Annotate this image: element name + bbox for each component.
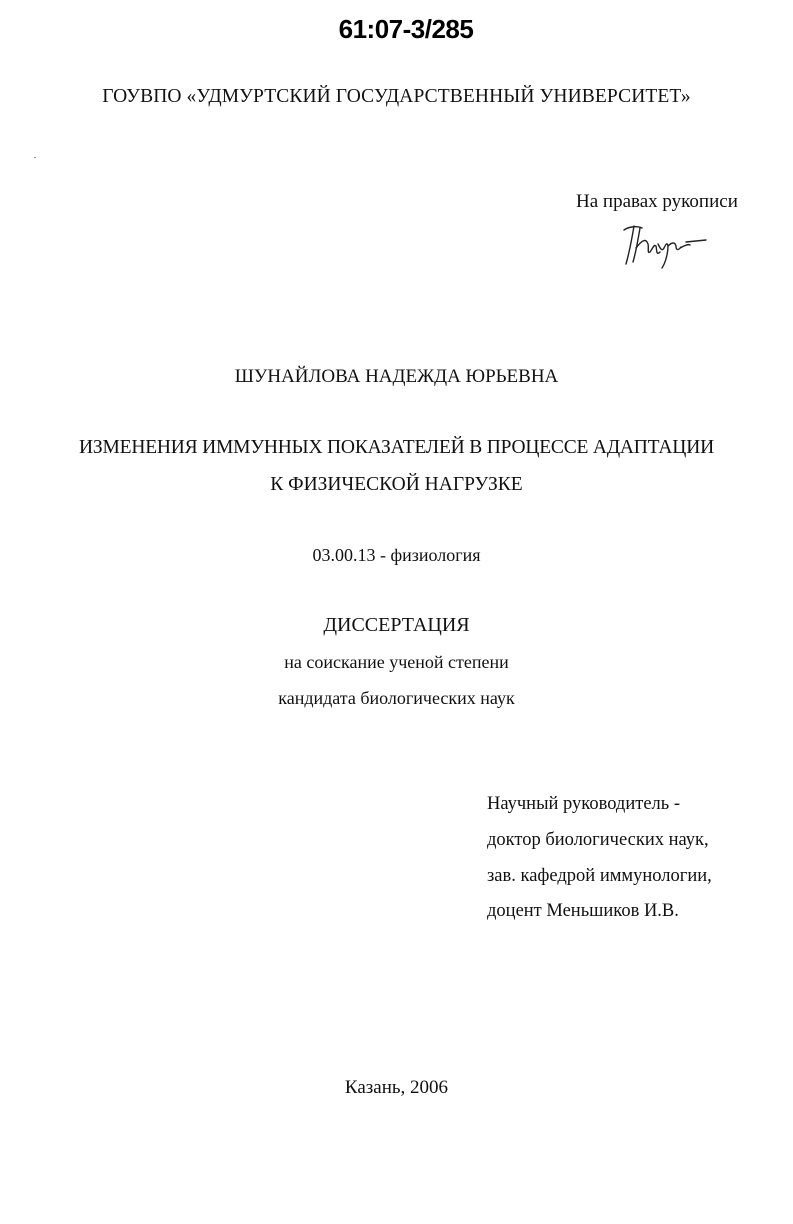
degree-line-2: кандидата биологических наук: [278, 688, 515, 708]
thesis-title-line-1: ИЗМЕНЕНИЯ ИММУННЫХ ПОКАЗАТЕЛЕЙ В ПРОЦЕССЕ АДАПТАЦИИ: [79, 437, 714, 458]
institution-name: ГОУВПО «УДМУРТСКИЙ ГОСУДАРСТВЕННЫЙ УНИВЕРСИТЕТ»: [102, 86, 691, 107]
scan-speck: [34, 157, 36, 158]
city-year: Казань, 2006: [344, 1077, 449, 1098]
rights-note: На правах рукописи: [576, 191, 738, 212]
document-type: ДИССЕРТАЦИЯ: [323, 614, 470, 636]
thesis-title-line-2: К ФИЗИЧЕСКОЙ НАГРУЗКЕ: [270, 474, 523, 495]
specialty-code: 03.00.13 - физиология: [312, 545, 481, 565]
supervisor-position: зав. кафедрой иммунологии,: [487, 866, 712, 886]
author-signature: [620, 218, 710, 270]
supervisor-name: доцент Меньшиков И.В.: [487, 901, 679, 921]
catalog-number: 61:07-3/285: [338, 14, 474, 44]
degree-line-1: на соискание ученой степени: [284, 652, 509, 672]
author-name: ШУНАЙЛОВА НАДЕЖДА ЮРЬЕВНА: [234, 366, 559, 387]
supervisor-role: Научный руководитель -: [487, 794, 680, 814]
supervisor-degree: доктор биологических наук,: [487, 830, 709, 850]
